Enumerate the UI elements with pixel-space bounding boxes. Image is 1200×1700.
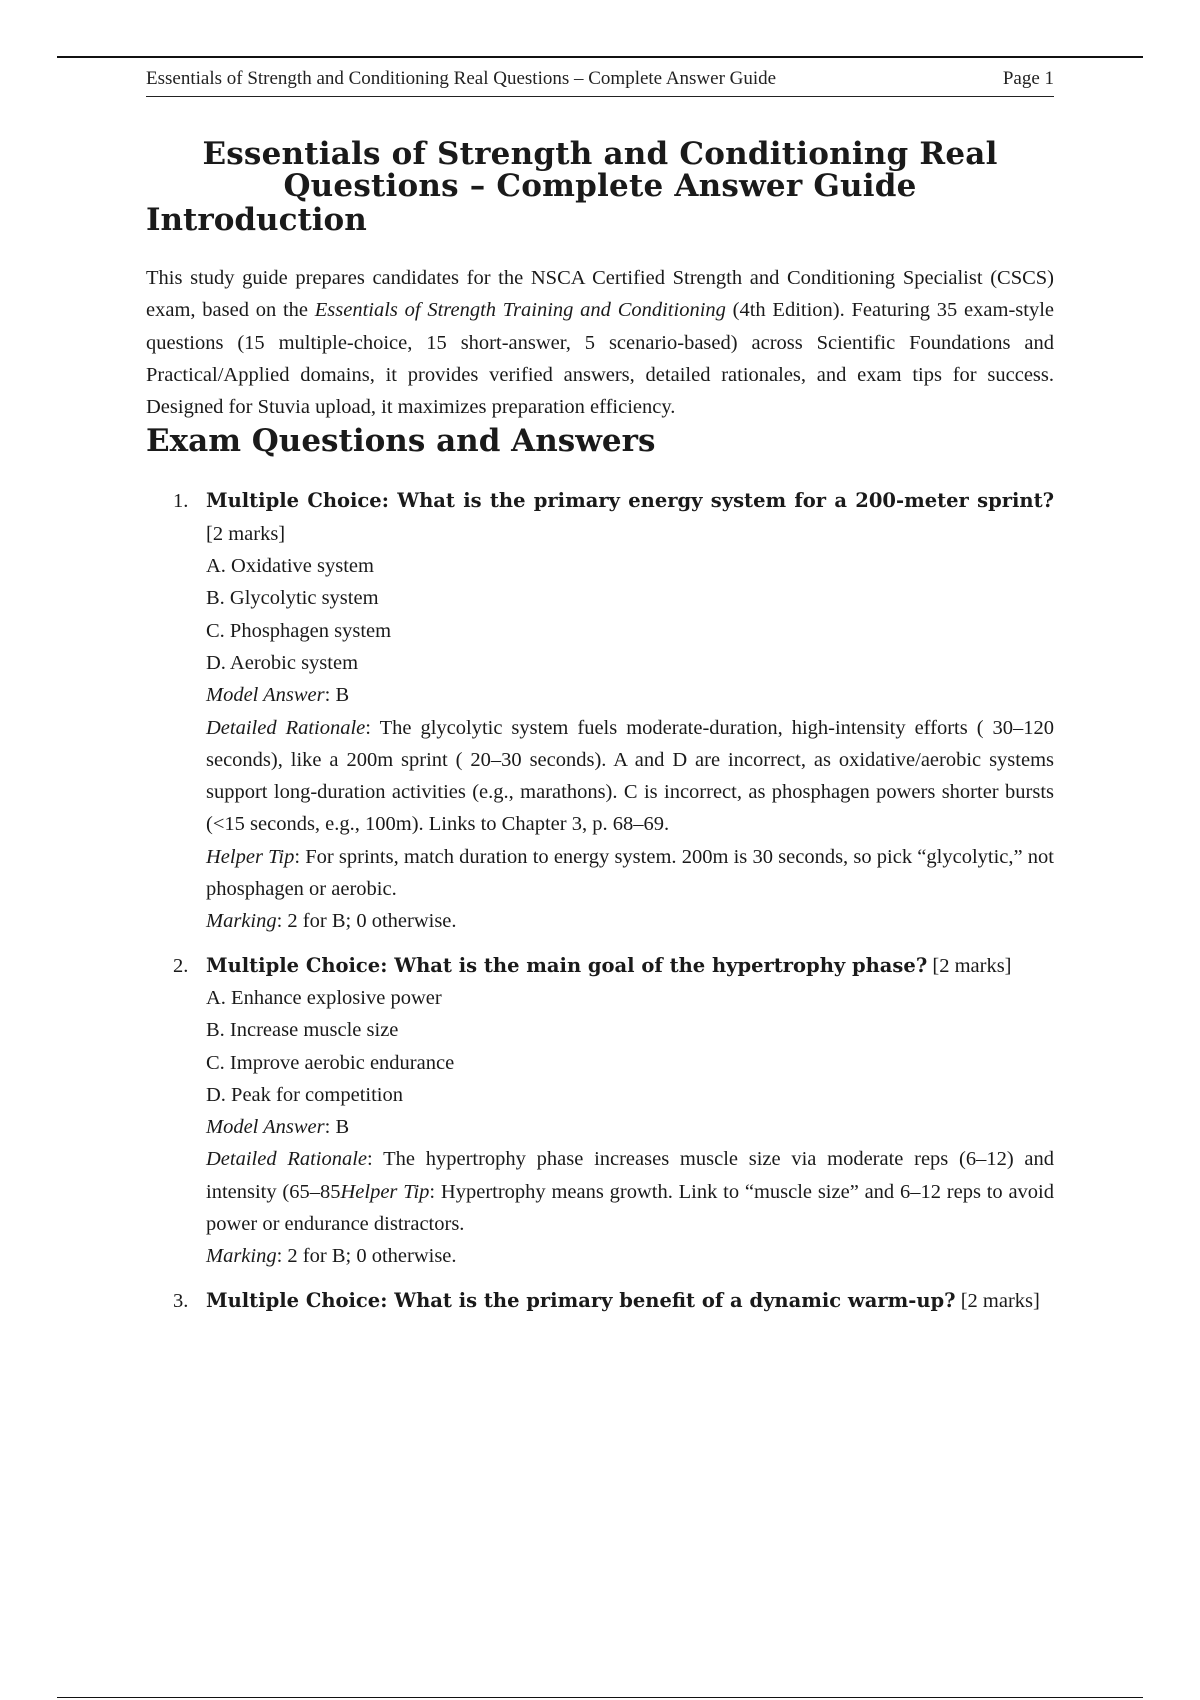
- marking: [206, 905, 1054, 937]
- model-answer-label: Model Answer: [206, 1116, 325, 1139]
- marking: [206, 1240, 1054, 1272]
- rationale-text: : The glycolytic system fuels moderate-duration, high-intensity efforts ( 30–120 seconds), like a 200m sprint ( 20–30 seconds). A and D are incorrect, as oxidative/aerobic systems support long-duration activities (e.g., marathons). C is incorrect, as phosphagen powers shorter bursts (<15 seconds, e.g., 100m). Links to Chapter 3, p. 68–69.: [206, 716, 1055, 836]
- exam-questions-heading: Exam Questions and Answers: [146, 423, 656, 460]
- detailed-rationale: [206, 712, 1054, 841]
- option-c: C. Improve aerobic endurance: [206, 1051, 455, 1074]
- tip-text: : For sprints, match duration to energy system. 200m is 30 seconds, so pick “glycolytic,” not phosphagen or aerobic.: [206, 845, 1054, 901]
- document-title: Essentials of Strength and Conditioning Real Questions – Complete Answer Guide: [202, 136, 998, 204]
- rationale-text: : The hypertrophy phase increases muscle size via moderate reps (6–12) and intensity (65–85: [206, 1148, 1054, 1203]
- intro-text-end: (4th Edition). Featuring 35 exam-style questions (15 multiple-choice, 15 short-answer, 5 scenario-based) across Scientific Foundations and Practical/Applied domains, it provides verified answers, detailed rationales, and exam tips for success. Designed for Stuvia upload, it maximizes preparation efficiency.: [146, 299, 1054, 419]
- marking-text: : 2 for B; 0 otherwise.: [276, 910, 457, 933]
- marking-label: Marking: [206, 910, 277, 933]
- question-prompt: [206, 950, 1054, 982]
- rationale-label: Detailed Rationale: [206, 1148, 368, 1171]
- question-text: Multiple Choice: What is the primary energy system for a 200-meter sprint?: [206, 489, 1054, 513]
- marking-label: Marking: [206, 1245, 277, 1268]
- introduction-paragraph: [146, 262, 1054, 423]
- intro-text-start: This study guide prepares candidates for the NSCA Certified Strength and Conditioning Specialist (CSCS) exam, based on the: [146, 267, 1054, 322]
- option-d: D. Aerobic system: [206, 651, 359, 674]
- question-item: [146, 1285, 1054, 1317]
- tip-text: : Hypertrophy means growth. Link to “muscle size” and 6–12 reps to avoid power or endurance distractors.: [206, 1180, 1054, 1236]
- option-d: D. Peak for competition: [206, 1083, 403, 1106]
- model-answer-value: : B: [324, 684, 350, 707]
- detailed-rationale: [206, 1143, 1054, 1240]
- marking-text: : 2 for B; 0 otherwise.: [276, 1245, 457, 1268]
- question-text: Multiple Choice: What is the primary benefit of a dynamic warm-up?: [206, 1288, 956, 1312]
- rationale-label: Detailed Rationale: [206, 716, 366, 739]
- option-a: A. Enhance explosive power: [206, 986, 442, 1009]
- question-marks: [2 marks]: [206, 522, 286, 545]
- question-list: [146, 485, 1054, 1316]
- model-answer: [206, 679, 1054, 711]
- intro-book-title: Essentials of Strength Training and Conditioning: [314, 299, 726, 322]
- question-number: 1.: [173, 490, 189, 513]
- question-text: Multiple Choice: What is the main goal of the hypertrophy phase?: [206, 953, 928, 977]
- question-marks: [2 marks]: [960, 1289, 1040, 1312]
- option-c: C. Phosphagen system: [206, 619, 392, 642]
- model-answer-label: Model Answer: [206, 684, 325, 707]
- question-item: [146, 485, 1054, 937]
- bottom-page-rule: [57, 1697, 1143, 1698]
- page-number: Page 1: [1002, 68, 1054, 89]
- page-content: [146, 138, 1054, 1329]
- top-page-rule: [57, 56, 1143, 58]
- question-number: 2.: [173, 954, 189, 977]
- tip-label: Helper Tip: [340, 1180, 430, 1203]
- question-prompt: [206, 1285, 1054, 1317]
- introduction-heading: Introduction: [146, 202, 367, 238]
- question-prompt: [206, 485, 1054, 550]
- running-title: Essentials of Strength and Conditioning Real Questions – Complete Answer Guide: [146, 68, 777, 89]
- helper-tip: [206, 841, 1054, 906]
- running-header: [146, 68, 1054, 97]
- question-item: [146, 950, 1054, 1273]
- tip-label: Helper Tip: [206, 845, 295, 868]
- question-number: 3.: [173, 1289, 189, 1312]
- option-a: A. Oxidative system: [206, 555, 374, 578]
- model-answer-value: : B: [324, 1116, 350, 1139]
- model-answer: [206, 1111, 1054, 1143]
- option-b: B. Glycolytic system: [206, 587, 379, 610]
- question-marks: [2 marks]: [932, 954, 1012, 977]
- option-b: B. Increase muscle size: [206, 1019, 399, 1042]
